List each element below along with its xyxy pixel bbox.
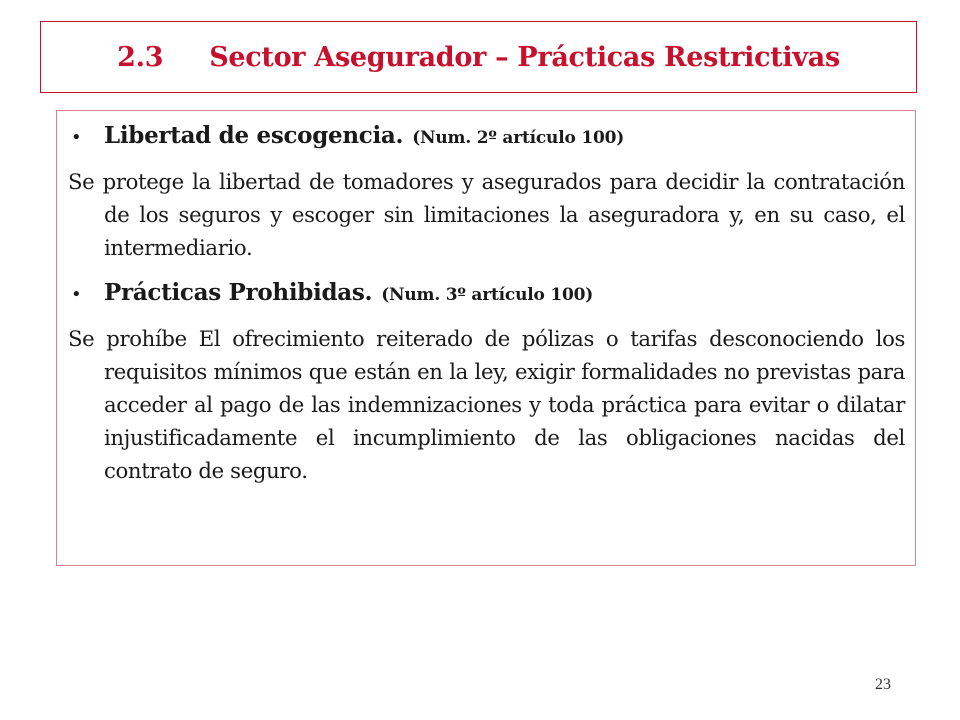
slide-title	[117, 42, 840, 73]
bullet-reference: (Num. 2º artículo 100)	[412, 128, 625, 148]
paragraph-practicas: Se prohíbe El ofrecimiento reiterado de pólizas o tarifas desconociendo los requisitos mínimos que están en la ley, exigir formalidades no previstas para acceder al pago de las indemnizaciones y toda práctica para evitar o dilatar injustificadamente el incumplimiento de las obligaciones nacidas del contrato de seguro.	[68, 326, 905, 483]
title-text: Sector Asegurador – Prácticas Restrictivas	[209, 41, 840, 73]
title-box	[40, 21, 917, 93]
content-box	[56, 110, 916, 566]
bullet-item-libertad	[68, 121, 905, 153]
paragraph-libertad: Se protege la libertad de tomadores y asegurados para decidir la contratación de los seguros y escoger sin limitaciones la aseguradora y, en su caso, el intermediario.	[68, 169, 905, 260]
title-number: 2.3	[117, 41, 164, 73]
bullet-icon: •	[71, 284, 82, 305]
bullet-reference: (Num. 3º artículo 100)	[381, 285, 594, 305]
bullet-icon: •	[71, 127, 82, 148]
page-number: 23	[875, 676, 891, 693]
bullet-heading: Libertad de escogencia.	[104, 122, 404, 149]
bullet-heading: Prácticas Prohibidas.	[104, 279, 373, 306]
bullet-item-practicas	[68, 278, 905, 310]
